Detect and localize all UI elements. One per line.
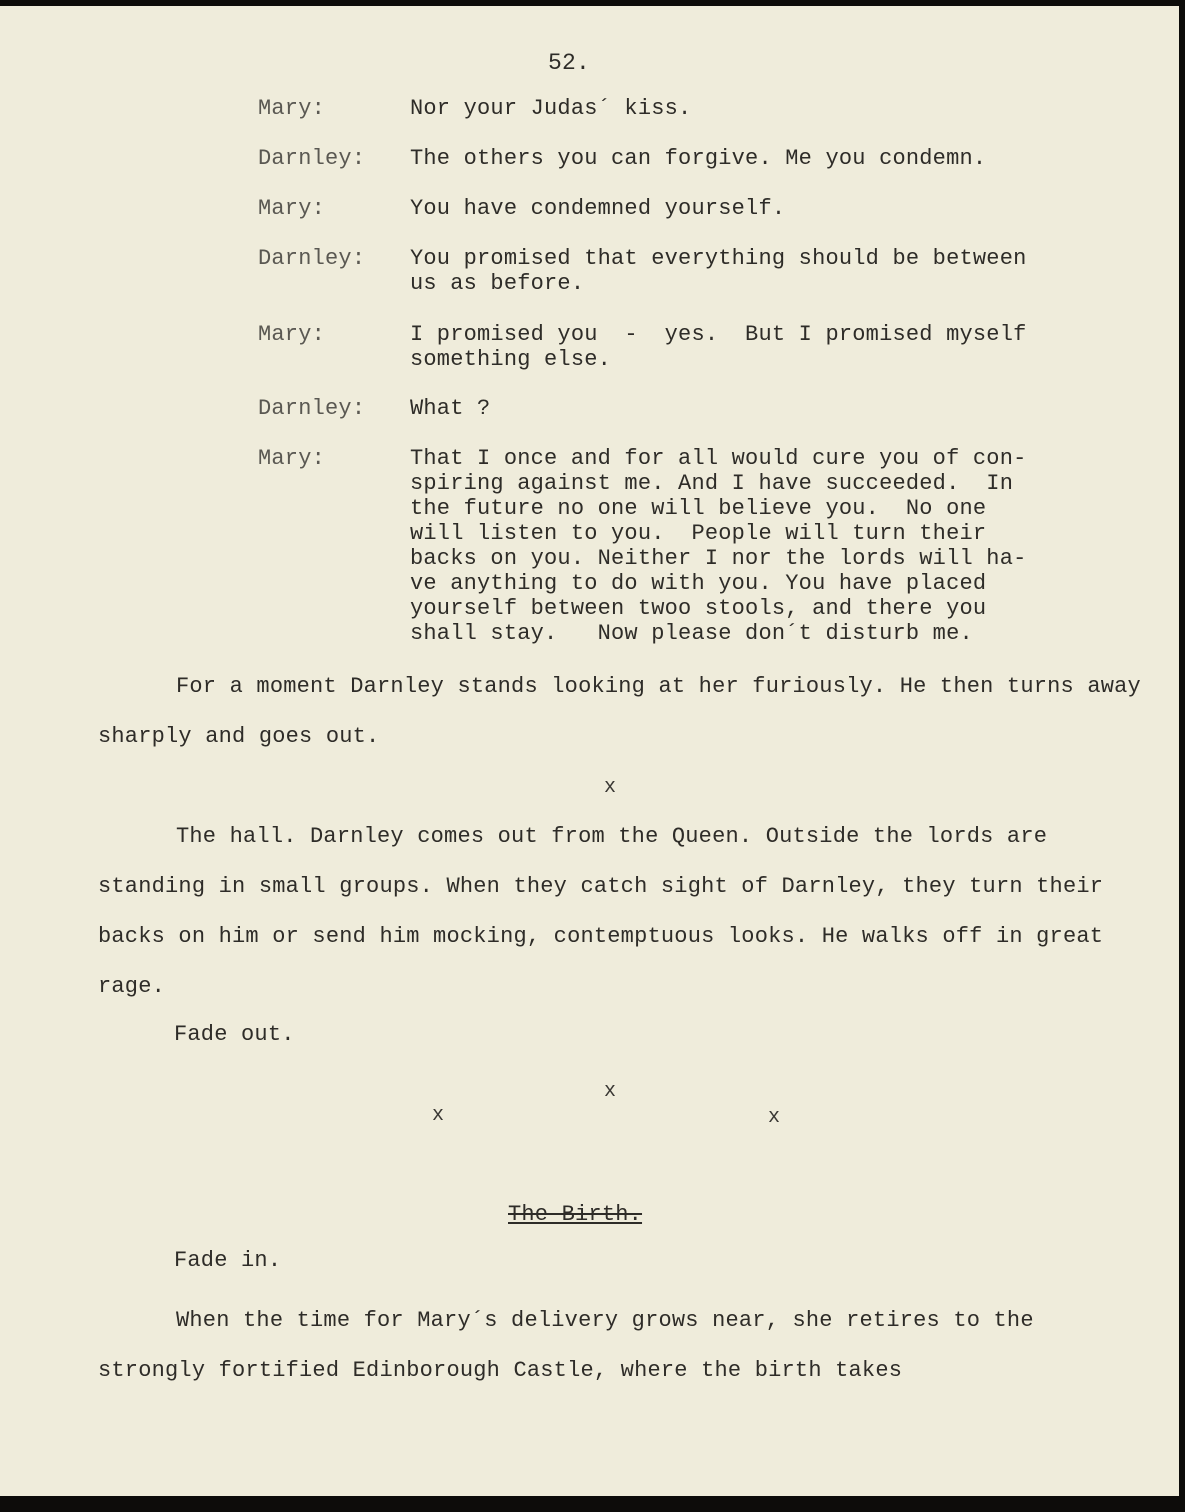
section-separator: x: [432, 1104, 445, 1127]
page-number: 52.: [548, 50, 591, 76]
speaker-label: Mary:: [258, 322, 326, 347]
fade-in-direction: Fade in.: [174, 1248, 282, 1273]
dialogue-line: You have condemned yourself.: [410, 196, 786, 221]
speaker-label: Darnley:: [258, 246, 366, 271]
scene-separator: x: [604, 776, 617, 799]
section-separator: x: [768, 1106, 781, 1129]
action-paragraph: When the time for Mary´s delivery grows near, she retires to the strongly fortified Edinborough Castle, where the birth takes: [98, 1308, 1034, 1383]
speaker-label: Darnley:: [258, 396, 366, 421]
dialogue-line: The others you can forgive. Me you condemn.: [410, 146, 987, 171]
dialogue-line: You promised that everything should be between us as before.: [410, 246, 1027, 296]
speaker-label: Mary:: [258, 446, 326, 471]
section-separator: x: [604, 1080, 617, 1103]
typewritten-page: [0, 6, 1179, 1496]
action-paragraph: The hall. Darnley comes out from the Queen. Outside the lords are standing in small groups. When they catch sight of Darnley, they turn their backs on him or send him mocking, contemptuous looks. He walks off in great rage.: [98, 824, 1104, 999]
action-paragraph: For a moment Darnley stands looking at her furiously. He then turns away sharply and goes out.: [98, 674, 1141, 749]
speaker-label: Mary:: [258, 196, 326, 221]
dialogue-line: That I once and for all would cure you of con- spiring against me. And I have succeeded. In the future no one will believe you. No one will listen to you. People will turn their backs on you. Neither I nor the lords will ha- ve anything to do with you. You have placed yourself between twoo stools, and there you shall stay. Now please don´t disturb me.: [410, 446, 1027, 646]
scene-heading: The Birth.: [508, 1202, 643, 1227]
dialogue-line: What ?: [410, 396, 491, 421]
speaker-label: Mary:: [258, 96, 326, 121]
speaker-label: Darnley:: [258, 146, 366, 171]
fade-out-direction: Fade out.: [174, 1022, 295, 1047]
dialogue-line: Nor your Judas´ kiss.: [410, 96, 692, 121]
dialogue-line: I promised you - yes. But I promised myself something else.: [410, 322, 1027, 372]
